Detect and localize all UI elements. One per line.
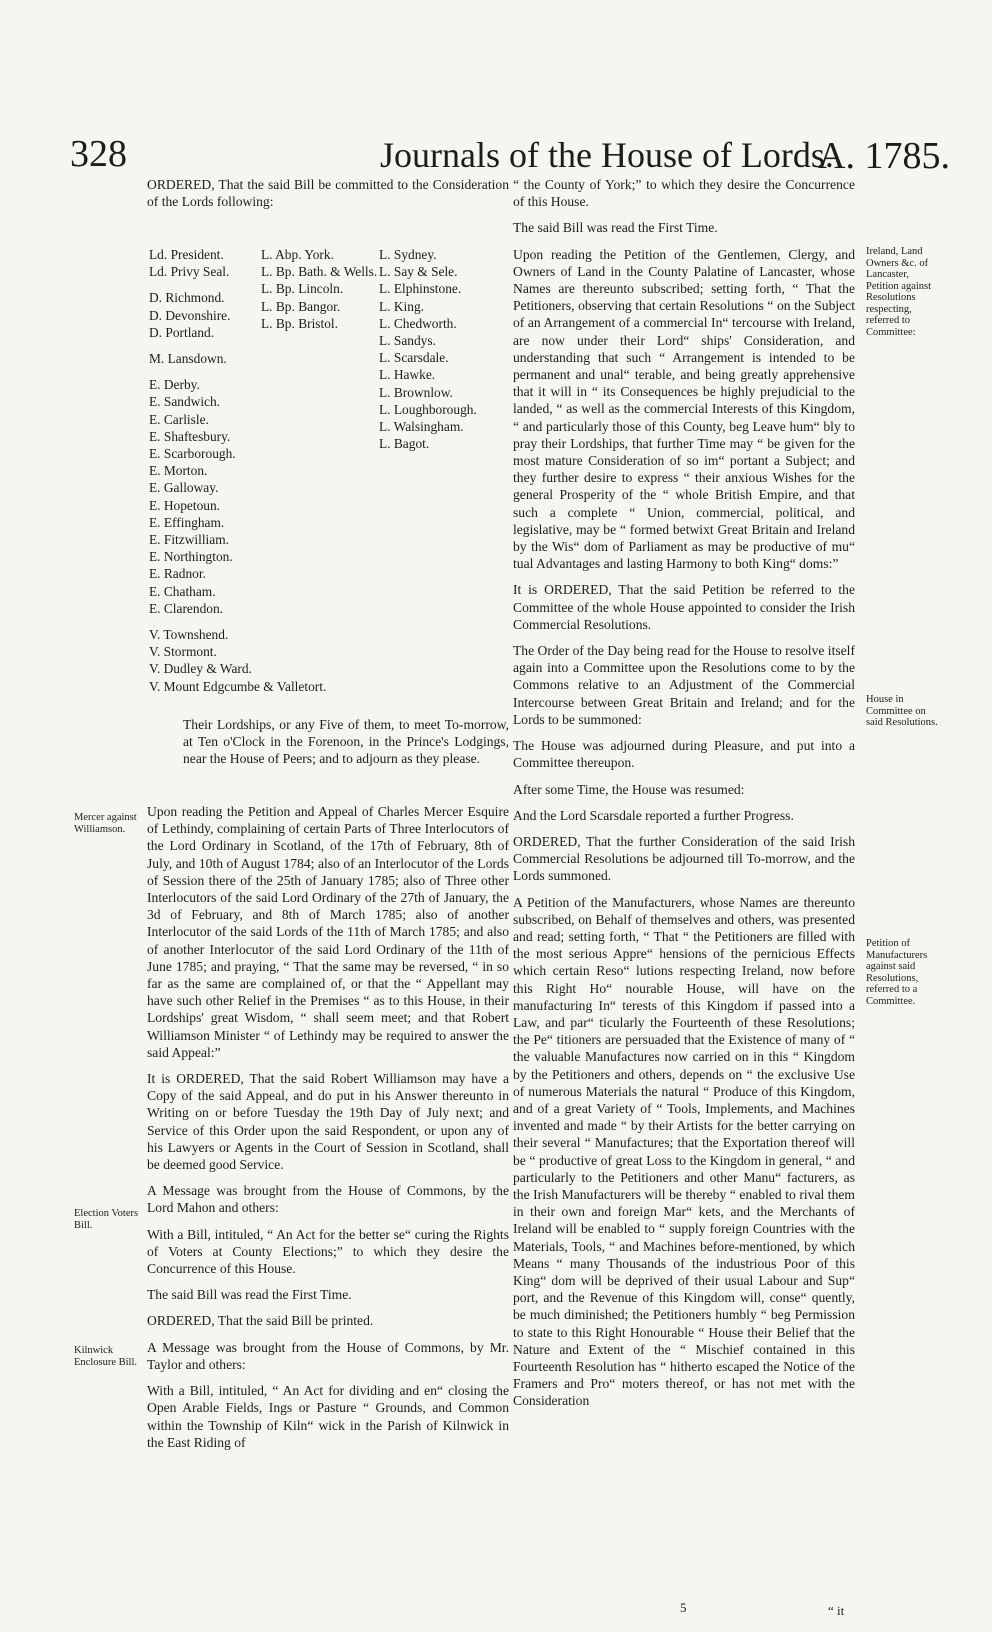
lord-name: V. Townshend. bbox=[149, 627, 229, 643]
committee-intro: ORDERED, That the said Bill be committed to the Consideration of the Lords following: bbox=[147, 177, 509, 210]
lord-name: E. Morton. bbox=[149, 463, 208, 479]
order-printed: ORDERED, That the said Bill be printed. bbox=[147, 1313, 374, 1329]
list-spacer bbox=[149, 367, 259, 376]
message-election: A Message was brought from the House of Commons, by the Lord Mahon and others: bbox=[147, 1183, 509, 1216]
lord-name: L. Bp. Bristol. bbox=[261, 315, 339, 331]
lord-name: E. Scarborough. bbox=[149, 446, 236, 462]
lord-name: L. Sandys. bbox=[379, 333, 436, 349]
manufacturers-petition: A Petition of the Manufacturers, whose Names are thereunto subscribed, on Behalf of themselves and others, was presented and read; setting forth, “ That “ the Petitioners are filled with the most serious Appre“ hensions of the pernicious Effects which certain Reso“ lutions respecting Ireland, now before this Right Ho“ nourable House, will have on the manufacturing In“ terests of this Kingdom if passed into a Law, and par“ ticularly the Fourteenth of these Resolutions; the Pe“ titioners are persuaded that the Existence of many of “ the valuable Manufactures now carried on in this “ Kingdom by the Petitioners and others, depends on “ the exclusive Use of numerous Materials the natural “ Produce of this Kingdom, and of a great Variety of “ Tools, Implements, and Machines invented and made “ by their Artists for the better carrying on their several “ Manufactures; that the Exportation thereof will be “ productive of great Loss to the Kingdom in general, “ and particularly to the Petitioners and other Manu“ facturers, as the Irish Manufacturers will be thereby “ enabled to rival them in their own and foreign Mar“ kets, and the Merchants of Ireland will be enabled to “ supply foreign Countries with the Materials, Tools, “ and Machines before-mentioned, by which Means “ many Thousands of the industrious Poor of this King“ dom will be deprived of their usual Labour and Sup“ port, and the Revenue of this Kingdom will, conse“ quently, be much diminished; the Petitioners humbly “ beg Permission to state to this Right Honourable “ House their Belief that the Nature and Extent of the “ Mischief contained in this Fourteenth Resolution has “ hitherto escaped the Notice of the Framers and Pro“ moters thereof, or has not met with the Consideration bbox=[513, 894, 855, 1409]
order-of-day: The Order of the Day being read for the House to resolve itself again into a Committee upon the Resolutions come to by the Commons relative to an Adjustment of the Commercial Intercourse between Great Britain and Ireland; and for the Lords to be summoned: bbox=[513, 643, 855, 727]
bill-kilnwick: With a Bill, intituled, “ An Act for dividing and en“ closing the Open Arable Fields, Ings or Pasture “ Grounds, and Common within the Township of Kiln“ wick in the Parish of Kilnwick in the East Riding of bbox=[147, 1383, 509, 1450]
house-resumed: After some Time, the House was resumed: bbox=[513, 781, 745, 797]
lords-column-3 bbox=[379, 246, 507, 452]
lord-name: E. Clarendon. bbox=[149, 600, 224, 616]
bill-election: With a Bill, intituled, “ An Act for the better se“ curing the Rights of Voters at County Elections;” to which they desire the Concurrence of this House. bbox=[147, 1226, 509, 1277]
lords-column-2 bbox=[261, 246, 376, 332]
lord-name: L. Say & Sele. bbox=[379, 264, 458, 280]
lord-name: E. Derby. bbox=[149, 377, 200, 393]
signature-mark: 5 bbox=[680, 1600, 687, 1615]
first-reading-kilnwick: The said Bill was read the First Time. bbox=[513, 220, 718, 236]
lord-name: E. Galloway. bbox=[149, 480, 219, 496]
mercer-order: It is ORDERED, That the said Robert Williamson may have a Copy of the said Appeal, and do put in his Answer thereunto in Writing on or before Tuesday the 19th Day of July next; and Service of this Order upon the said Respondent, or upon any of his Lawyers or Agents in the Court of Session in Scotland, shall be deemed good Service. bbox=[147, 1071, 509, 1173]
lord-name: E. Chatham. bbox=[149, 583, 216, 599]
house-adjourned: The House was adjourned during Pleasure, and put into a Committee thereupon. bbox=[513, 738, 855, 771]
bill-kilnwick-cont: “ the County of York;” to which they desire the Concurrence of this House. bbox=[513, 177, 855, 210]
lord-name: M. Lansdown. bbox=[149, 351, 227, 367]
right-column bbox=[513, 176, 855, 1419]
lord-name: D. Portland. bbox=[149, 324, 215, 340]
scarsdale-report: And the Lord Scarsdale reported a further Progress. bbox=[513, 807, 794, 823]
page-title: Journals of the House of Lords. bbox=[380, 135, 834, 175]
page-header bbox=[70, 130, 950, 178]
left-column-body bbox=[147, 803, 509, 1460]
mercer-petition: Upon reading the Petition and Appeal of Charles Mercer Esquire of Lethindy, complaining of certain Parts of Three Interlocutors of the Lord Ordinary in Scotland, of the 17th of February, 8th of July, and 10th of August 1784; also of an Interlocutor of the Lords of Session there of the 25th of January 1785; also of Three other Interlocutors of the said Lord Ordinary of the 27th of January, the 3d of February, and 8th of March 1785; also of another Interlocutor of the said Lords of the 11th of March 1785; and also of another Interlocutor of the said Lord Ordinary of the 11th of June 1785; and praying, “ That the same may be reversed, “ in so far as the same are complained of, or that the “ Appellant may have such other Relief in the Premises “ as to this House, in their Lordships' great Wisdom, “ shall seem meet; and that Robert Williamson Minister “ of Lethindy may be required to answer the said Appeal:” bbox=[147, 804, 509, 1060]
page-number: 328 bbox=[70, 133, 127, 175]
lord-name: L. Bp. Bangor. bbox=[261, 298, 341, 314]
lord-name: E. Shaftesbury. bbox=[149, 428, 231, 444]
meeting-text: Their Lordships, or any Five of them, to meet To-morrow, at Ten o'Clock in the Forenoon, in the Prince's Lodgings, near the House of Peers; and to adjourn as they please. bbox=[183, 717, 509, 767]
lord-name: L. Sydney. bbox=[379, 247, 437, 262]
lord-name: V. Mount Edgcumbe & Valletort. bbox=[149, 678, 327, 694]
lord-name: V. Stormont. bbox=[149, 644, 217, 660]
first-reading-election: The said Bill was read the First Time. bbox=[147, 1287, 352, 1303]
lord-name: D. Richmond. bbox=[149, 290, 225, 306]
margin-note-kilnwick: Kilnwick Enclosure Bill. bbox=[74, 1345, 137, 1368]
margin-note-committee: House in Committee on said Resolutions. bbox=[866, 694, 938, 728]
lord-name: E. Radnor. bbox=[149, 566, 206, 582]
lord-name: E. Fitzwilliam. bbox=[149, 532, 229, 548]
lord-name: E. Effingham. bbox=[149, 514, 225, 530]
lord-name: E. Sandwich. bbox=[149, 394, 221, 410]
lord-name: E. Carlisle. bbox=[149, 411, 209, 427]
list-spacer bbox=[149, 341, 259, 350]
lord-name: L. Scarsdale. bbox=[379, 350, 449, 366]
lord-name: Ld. Privy Seal. bbox=[149, 264, 230, 280]
margin-note-manufacturers: Petition of Manufacturers against said Resolutions, referred to a Committee. bbox=[866, 938, 928, 1007]
lord-name: L. Abp. York. bbox=[261, 247, 334, 262]
lancaster-order: It is ORDERED, That the said Petition be referred to the Committee of the whole House appointed to consider the Irish Commercial Resolutions. bbox=[513, 582, 855, 632]
meeting-block bbox=[183, 716, 509, 777]
committee-lords-list bbox=[149, 246, 509, 706]
lord-name: D. Devonshire. bbox=[149, 307, 231, 323]
message-kilnwick: A Message was brought from the House of Commons, by Mr. Taylor and others: bbox=[147, 1339, 509, 1372]
lord-name: E. Hopetoun. bbox=[149, 497, 221, 513]
further-consideration: ORDERED, That the further Consideration of the said Irish Commercial Resolutions be adjourned till To-morrow, and the Lords summoned. bbox=[513, 833, 855, 884]
lord-name: L. Hawke. bbox=[379, 367, 436, 383]
lord-name: L. Brownlow. bbox=[379, 384, 453, 400]
lord-name: E. Northington. bbox=[149, 549, 233, 565]
margin-note-mercer: Mercer against Williamson. bbox=[74, 812, 137, 835]
lord-name: L. King. bbox=[379, 298, 425, 314]
lord-name: L. Bagot. bbox=[379, 436, 430, 452]
page-year: A. 1785. bbox=[818, 135, 950, 177]
lord-name: L. Bp. Lincoln. bbox=[261, 281, 344, 297]
left-column-top bbox=[147, 176, 509, 219]
margin-note-ireland: Ireland, Land Owners &c. of Lancaster, Petition against Resolutions respecting, referred to Committee: bbox=[866, 246, 932, 338]
list-spacer bbox=[149, 280, 259, 289]
list-spacer bbox=[149, 617, 259, 626]
margin-note-election: Election Voters Bill. bbox=[74, 1208, 139, 1231]
lord-name: V. Dudley & Ward. bbox=[149, 661, 252, 677]
lord-name: L. Elphinstone. bbox=[379, 281, 462, 297]
lord-name: L. Bp. Bath. & Wells. bbox=[261, 264, 378, 280]
lord-name: Ld. President. bbox=[149, 247, 224, 262]
lord-name: L. Loughborough. bbox=[379, 401, 477, 417]
lord-name: L. Walsingham. bbox=[379, 419, 464, 435]
lord-name: L. Chedworth. bbox=[379, 315, 457, 331]
catchword: “ it bbox=[828, 1603, 845, 1618]
lancaster-petition: Upon reading the Petition of the Gentlemen, Clergy, and Owners of Land in the County Palatine of Lancaster, whose Names are thereunto subscribed; setting forth, “ That the Petitioners, observing that certain Resolutions “ on the Subject of an Arrangement of a commercial In“ tercourse with Ireland, are now under their Lord“ ships' Consideration, and understanding that such “ Arrangement is intended to be permanent and unal“ terable, and being greatly apprehensive that it will in “ its Consequences be highly prejudicial to the landed, “ as well as the commercial Interests of this Kingdom, “ and particularly those of this County, beg Leave hum“ bly to pray their Lordships, that further Time may “ be given for the most mature Consideration of so im“ portant a Subject; and they further desire to express “ their anxious Wishes for the general Prosperity of the “ whole British Empire, and that such a complete “ Union, commercial, political, and legislative, may be “ formed betwixt Great Britain and Ireland by the Wis“ dom of Parliament as may be productive of mu“ tual Advantages and lasting Harmony to both King“ doms:” bbox=[513, 246, 855, 572]
